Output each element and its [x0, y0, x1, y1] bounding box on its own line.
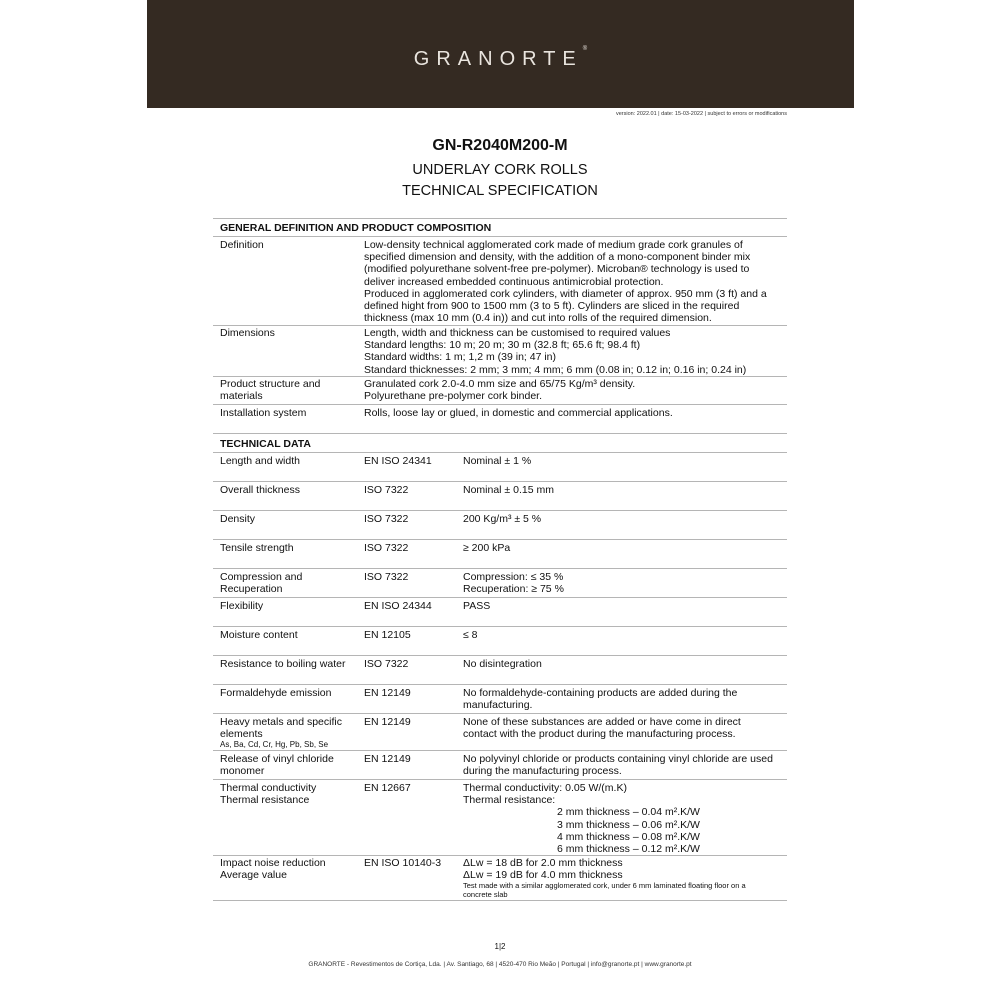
row-standard: EN 12149 [364, 687, 411, 699]
row-value: Length, width and thickness can be customised to required values Standard lengths: 10 m; 20 m; 30 m (32.8 ft; 65.6 ft; 98.4 ft) Standard widths: 1 m; 1,2 m (39 in; 47 in) Standard thicknesses: 2 mm; 3 mm; 4 mm; 6 mm (0.08 in; 0.12 in; 0.16 in; 0.24 in) [364, 327, 747, 376]
divider [213, 481, 787, 482]
row-value: Granulated cork 2.0-4.0 mm size and 65/75 Kg/m³ density. Polyurethane pre-polymer cork binder. [364, 378, 636, 403]
divider [213, 236, 787, 237]
page-number: 1|2 [494, 942, 506, 951]
row-standard: EN ISO 10140-3 [364, 857, 442, 869]
row-label: Release of vinyl chloride monomer [220, 753, 334, 778]
divider [213, 218, 787, 219]
company-footer: GRANORTE - Revestimentos de Cortiça, Lda. | Av. Santiago, 68 | 4520-470 Rio Meão | Portugal | info@granorte.pt | www.granorte.pt [308, 961, 692, 968]
row-value: Nominal ± 0.15 mm [463, 484, 554, 496]
row-standard: ISO 7322 [364, 658, 409, 670]
divider [213, 568, 787, 569]
row-value: None of these substances are added or have come in direct contact with the product during the manufacturing process. [463, 716, 741, 741]
row-label: Overall thickness [220, 484, 300, 496]
brand-logo: GRANORTE® [413, 46, 588, 70]
row-standard: EN 12149 [364, 716, 411, 728]
row-value: Nominal ± 1 % [463, 455, 532, 467]
row-value: ≥ 200 kPa [463, 542, 511, 554]
row-label: Formaldehyde emission [220, 687, 332, 699]
row-label: Moisture content [220, 629, 298, 641]
row-value: Rolls, loose lay or glued, in domestic and commercial applications. [364, 407, 673, 419]
divider [213, 325, 787, 326]
row-value: 200 Kg/m³ ± 5 % [463, 513, 542, 525]
row-label: Impact noise reduction Average value [220, 857, 326, 882]
row-label: Installation system [220, 407, 307, 419]
row-value: PASS [463, 600, 491, 612]
row-standard: EN 12105 [364, 629, 411, 641]
row-standard: EN ISO 24344 [364, 600, 432, 612]
row-value: No disintegration [463, 658, 542, 670]
row-label: Flexibility [220, 600, 264, 612]
divider [213, 779, 787, 780]
row-label: Compression and Recuperation [220, 571, 303, 596]
row-label: Tensile strength [220, 542, 294, 554]
row-value: Thermal conductivity: 0.05 W/(m.K) Thermal resistance: 2 mm thickness – 0.04 m².K/W 3 mm thickness – 0.06 m².K/W 4 mm thickness – 0.08 m².K/W 6 mm thickness – 0.12 m².K/W [463, 782, 700, 856]
row-standard: ISO 7322 [364, 513, 409, 525]
document-type: TECHNICAL SPECIFICATION [402, 183, 598, 199]
row-value: ΔLw = 18 dB for 2.0 mm thickness ΔLw = 19 dB for 4.0 mm thickness Test made with a similar agglomerated cork, under 6 mm laminated floating floor on a concrete slab [463, 857, 746, 900]
version-line: version: 2022.01 | date: 15-03-2022 | subject to errors or modifications [615, 111, 787, 117]
divider [213, 539, 787, 540]
section-heading-general: GENERAL DEFINITION AND PRODUCT COMPOSITION [220, 222, 492, 234]
divider [213, 452, 787, 453]
divider [213, 404, 787, 405]
divider [213, 655, 787, 656]
row-standard: EN 12149 [364, 753, 411, 765]
divider [213, 684, 787, 685]
row-label: Density [220, 513, 256, 525]
row-value: No formaldehyde-containing products are added during the manufacturing. [463, 687, 738, 712]
section-heading-technical: TECHNICAL DATA [220, 438, 311, 450]
divider [213, 855, 787, 856]
row-standard: EN ISO 24341 [364, 455, 432, 467]
row-label: Thermal conductivity Thermal resistance [220, 782, 317, 807]
divider [213, 376, 787, 377]
divider [213, 433, 787, 434]
row-standard: EN 12667 [364, 782, 411, 794]
row-label: Definition [220, 239, 264, 251]
divider [213, 510, 787, 511]
row-value: ≤ 8 [463, 629, 478, 641]
row-standard: ISO 7322 [364, 542, 409, 554]
row-label: Length and width [220, 455, 300, 467]
product-subtitle: UNDERLAY CORK ROLLS [412, 162, 588, 178]
row-standard: ISO 7322 [364, 484, 409, 496]
row-value: No polyvinyl chloride or products containing vinyl chloride are used during the manufacturing process. [463, 753, 773, 778]
divider [213, 626, 787, 627]
divider [213, 713, 787, 714]
row-label: Dimensions [220, 327, 275, 339]
row-label: Product structure and materials [220, 378, 321, 403]
row-standard: ISO 7322 [364, 571, 409, 583]
product-code: GN-R2040M200-M [432, 137, 568, 154]
row-label: Resistance to boiling water [220, 658, 346, 670]
divider [213, 597, 787, 598]
row-value: Compression: ≤ 35 % Recuperation: ≥ 75 % [463, 571, 564, 596]
divider [213, 900, 787, 901]
row-label: Heavy metals and specific elements As, Ba, Cd, Cr, Hg, Pb, Sb, Se [220, 716, 342, 750]
divider [213, 750, 787, 751]
row-value: Low-density technical agglomerated cork made of medium grade cork granules of specified dimension and density, with the addition of a mono-component binder mix (modified polyurethane solvent-free pre-polymer). Microban® technology is used to deliver increased embedded continuous antimicrobial protection. Produced in agglomerated cork cylinders, with diameter of approx. 950 mm (3 ft) and a defined hight from 900 to 1500 mm (3 to 5 ft). Cylinders are sliced in the required thickness (max 10 mm (0.4 in)) and cut into rolls of the required dimension. [364, 239, 767, 325]
header-banner [147, 0, 854, 108]
